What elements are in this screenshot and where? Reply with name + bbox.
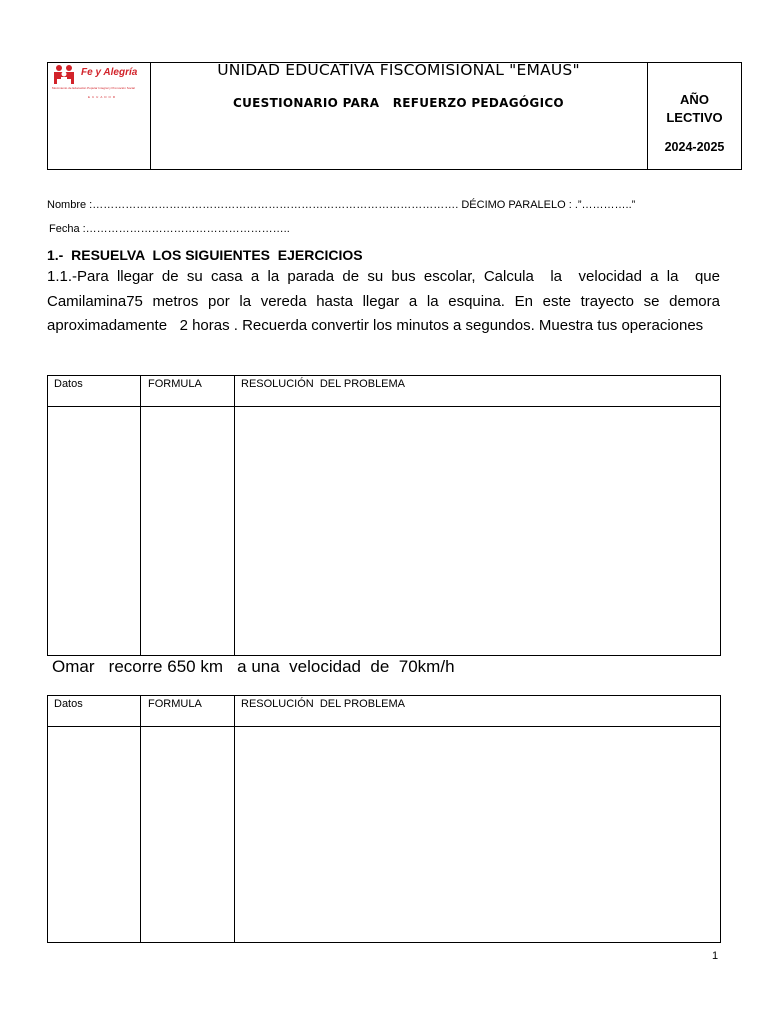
logo-text: Fe y Alegría	[81, 67, 138, 78]
year-value: 2024-2025	[664, 140, 725, 154]
date-field-line[interactable]: Fecha :………………………………………………..	[49, 223, 290, 235]
table-header-line	[48, 726, 720, 727]
logo-subtitle: Movimiento de Educación Popular Integral y Promoción Social	[52, 86, 135, 90]
table-header-datos: Datos	[54, 378, 83, 390]
logo-country: ECUADOR	[88, 95, 118, 99]
answer-table-2	[47, 695, 721, 943]
table-header-datos: Datos	[54, 698, 83, 710]
table-header-line	[48, 406, 720, 407]
table-col-divider	[234, 696, 235, 942]
section-title: 1.- RESUELVA LOS SIGUIENTES EJERCICIOS	[47, 247, 363, 263]
table-header-resolucion: RESOLUCIÓN DEL PROBLEMA	[241, 698, 406, 710]
table-header-formula: FORMULA	[148, 698, 202, 710]
table-col-divider	[234, 376, 235, 655]
table-col-divider	[140, 696, 141, 942]
exercise-2-text: Omar recorre 650 km a una velocidad de 70km/h	[52, 657, 455, 676]
table-header-resolucion: RESOLUCIÓN DEL PROBLEMA	[241, 378, 406, 390]
exercise-1-1-text: 1.1.-Para llegar de su casa a la parada de su bus escolar, Calcula la velocidad a la que Camilamina75 metros por la vereda hasta llegar a la esquina. En este trayecto se demora aproximadamente 2 horas . Recuerda convertir los minutos a segundos. Muestra tus operaciones	[47, 268, 725, 334]
year-label-1: AÑO	[680, 92, 709, 107]
table-header-formula: FORMULA	[148, 378, 202, 390]
name-field-line[interactable]: Nombre :………………………………………………………………………………………. DÉCIMO PARALELO : .”…………..”	[47, 199, 636, 211]
year-label-2: LECTIVO	[666, 110, 723, 125]
answer-table-1	[47, 375, 721, 656]
page-number: 1	[712, 950, 719, 962]
document-subtitle: CUESTIONARIO PARA REFUERZO PEDAGÓGICO	[233, 96, 564, 110]
school-name: UNIDAD EDUCATIVA FISCOMISIONAL "EMAUS"	[217, 61, 580, 79]
table-col-divider	[140, 376, 141, 655]
